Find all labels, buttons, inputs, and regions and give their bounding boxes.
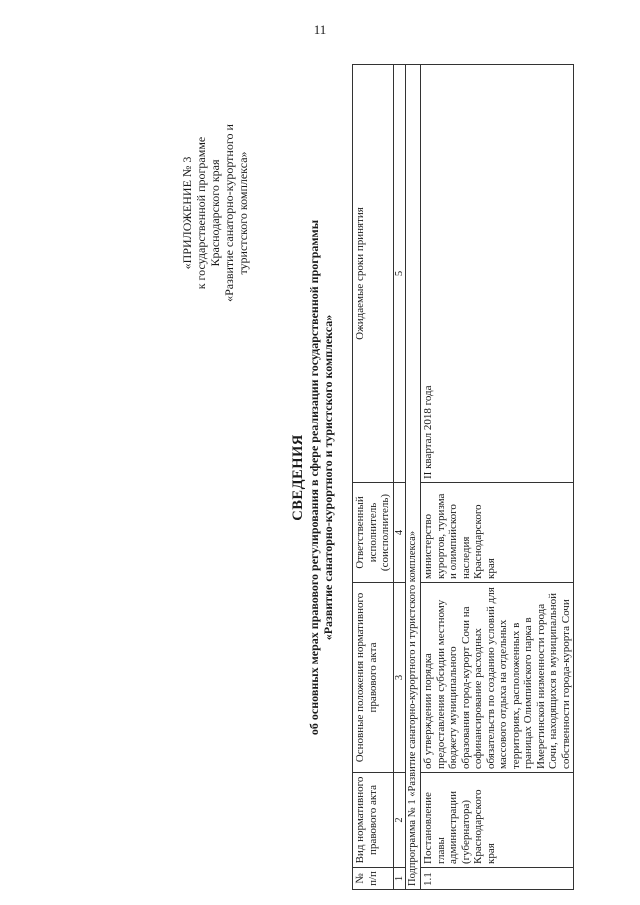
landscape-content [180,55,610,900]
row-deadline: II квартал 2018 года [421,65,574,483]
column-number: 5 [393,65,405,483]
header-deadline: Ожидаемые сроки принятия [353,65,394,483]
regulation-measures-table [352,64,574,890]
header-executor: Ответственный исполнитель (соисполнитель) [353,483,394,583]
document-title: СВЕДЕНИЯ [290,434,306,521]
row-executor: министерство курортов, туризма и олимпийского наследия Краснодарского края [421,483,574,583]
column-number: 2 [393,773,405,868]
column-number-row [393,65,405,890]
header-number: № п/п [353,868,394,890]
document-subtitle-line-1: об основных мерах правового регулирования в сфере реализации государственной программы [307,219,321,736]
document-subtitle-line-2: «Развитие санаторно-курортного и туристского комплекса» [321,314,335,641]
appendix-line: туристского комплекса» [236,151,250,275]
subprogram-row [405,65,421,890]
appendix-line: «Развитие санаторно-курортного и [222,124,236,302]
header-act-type: Вид нормативного правового акта [353,773,394,868]
subprogram-label: Подпрограмма № 1 «Развитие санаторно-курортного и туристского комплекса» [405,65,421,890]
appendix-line: к государственной программе [194,136,208,290]
appendix-line: «ПРИЛОЖЕНИЕ № 3 [180,156,194,270]
table-header-row [353,65,394,890]
column-number: 4 [393,483,405,583]
table-row [421,65,574,890]
row-number: 1.1 [421,868,574,890]
column-number: 3 [393,583,405,773]
row-act-type: Постановление главы администрации (губернатора) Краснодарского края [421,773,574,868]
page-number: 11 [313,22,327,37]
document-heading [290,55,335,900]
appendix-line: Краснодарского края [208,159,222,267]
appendix-stamp [180,63,250,363]
row-provisions: об утверждении порядка предоставления субсидии местному бюджету муниципального образования город-курорт Сочи на софинансирование расходных обязательств по созданию условий для массового отдыха на отдельных территориях, расположенных в границах Олимпийского парка в Имеретинской низменности города Сочи, находящихся в муниципальной собственности города-курорта Сочи [421,583,574,773]
header-provisions: Основные положения нормативного правового акта [353,583,394,773]
column-number: 1 [393,868,405,890]
